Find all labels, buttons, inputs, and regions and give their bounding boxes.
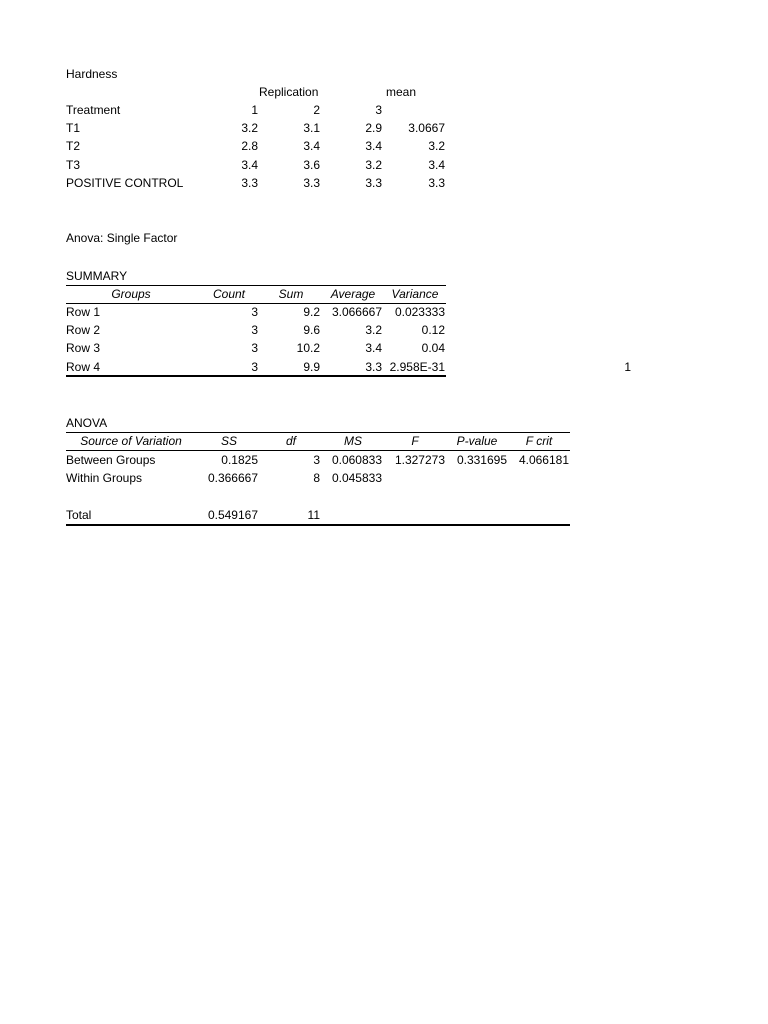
hardness-cell: 3.4 [241,158,258,172]
hardness-cell: 3.2 [241,121,258,135]
anova-source: Total [66,508,92,522]
hardness-cell: 3.2 [365,158,382,172]
anova-ms: 0.045833 [331,471,382,485]
hardness-row-name: T2 [66,139,81,153]
summary-sum: 9.6 [303,323,320,337]
treatment-label: Treatment [66,103,121,117]
hardness-cell: 3.1 [303,121,320,135]
hardness-mean: 3.0667 [408,121,445,135]
anova-header-fcrit: F crit [525,434,553,448]
summary-variance: 0.04 [421,341,445,355]
rep-number-3: 3 [375,103,382,117]
anova-header-df: df [285,434,296,448]
anova-f: 1.327273 [394,453,445,467]
summary-average: 3.4 [365,341,382,355]
rep-number-1: 1 [251,103,258,117]
hardness-cell: 3.3 [365,176,382,190]
hardness-mean: 3.2 [428,139,445,153]
hardness-row-name: POSITIVE CONTROL [66,176,184,190]
hardness-cell: 3.3 [303,176,320,190]
anova-ms: 0.060833 [331,453,382,467]
anova-header-source: Source of Variation [80,434,182,448]
anova-df: 3 [313,453,320,467]
side-value: 1 [624,360,631,374]
summary-average: 3.066667 [331,305,382,319]
anova-title: ANOVA [66,416,108,430]
hardness-row-name: T3 [66,158,81,172]
anova-ss: 0.366667 [207,471,258,485]
summary-bottom-rule [66,375,446,377]
summary-header-average: Average [330,287,376,301]
summary-sum: 9.9 [303,360,320,374]
hardness-cell: 3.3 [241,176,258,190]
summary-group: Row 4 [66,360,101,374]
anova-ss: 0.1825 [221,453,258,467]
hardness-cell: 3.6 [303,158,320,172]
summary-group: Row 2 [66,323,101,337]
summary-group: Row 3 [66,341,101,355]
summary-header-sum: Sum [278,287,304,301]
anova-source: Within Groups [66,471,143,485]
summary-header-variance: Variance [391,287,439,301]
anova-header-ss: SS [220,434,237,448]
hardness-cell: 3.4 [303,139,320,153]
summary-variance: 0.12 [421,323,445,337]
anova-header-rule [66,450,570,451]
rep-number-2: 2 [313,103,320,117]
summary-sum: 10.2 [296,341,320,355]
replication-label: Replication [259,85,319,99]
anova-ss: 0.549167 [207,508,258,522]
summary-sum: 9.2 [303,305,320,319]
anova-header-f: F [411,434,419,448]
summary-count: 3 [251,360,258,374]
anova-df: 8 [313,471,320,485]
summary-average: 3.3 [365,360,382,374]
anova-header-pvalue: P-value [456,434,498,448]
mean-label: mean [386,85,417,99]
anova-single-factor-title: Anova: Single Factor [66,231,178,245]
summary-count: 3 [251,323,258,337]
summary-variance: 2.958E-31 [389,360,445,374]
summary-count: 3 [251,341,258,355]
summary-count: 3 [251,305,258,319]
summary-header-count: Count [212,287,246,301]
summary-header-groups: Groups [111,287,151,301]
anova-source: Between Groups [66,453,156,467]
anova-bottom-rule [66,524,570,526]
hardness-row-name: T1 [66,121,81,135]
summary-average: 3.2 [365,323,382,337]
hardness-cell: 3.4 [365,139,382,153]
hardness-mean: 3.4 [428,158,445,172]
summary-title: SUMMARY [66,269,128,283]
anova-pvalue: 0.331695 [456,453,507,467]
anova-fcrit: 4.066181 [518,453,569,467]
hardness-cell: 2.8 [241,139,258,153]
hardness-title: Hardness [66,67,118,81]
hardness-cell: 2.9 [365,121,382,135]
anova-header-ms: MS [344,434,362,448]
summary-variance: 0.023333 [394,305,445,319]
anova-df: 11 [307,508,320,522]
hardness-mean: 3.3 [428,176,445,190]
summary-group: Row 1 [66,305,101,319]
